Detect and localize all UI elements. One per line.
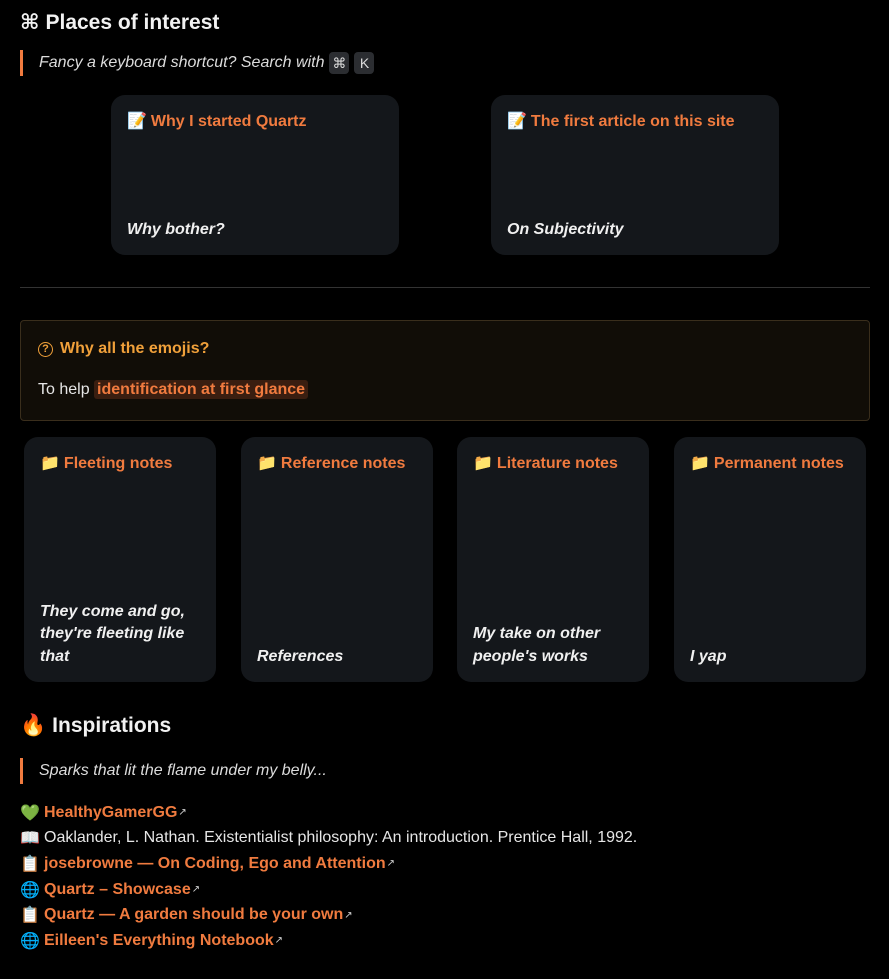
external-link-icon: ↗: [191, 884, 201, 896]
card-title-text: Reference notes: [280, 455, 406, 472]
callout-body-prefix: To help: [38, 381, 90, 398]
link-quartz-showcase[interactable]: Quartz – Showcase: [44, 880, 191, 898]
card-description: My take on other people's works: [473, 625, 601, 665]
card-description: They come and go, they're fleeting like that: [40, 602, 185, 665]
external-link-icon: ↗: [274, 935, 284, 947]
places-heading: [20, 10, 219, 35]
card-title-text: Permanent notes: [713, 455, 844, 472]
clipboard-icon: 📋: [20, 907, 40, 925]
link-healthygamergg[interactable]: HealthyGamerGG: [44, 803, 178, 821]
list-item: [20, 851, 637, 877]
inspirations-quote: [20, 758, 327, 784]
fire-icon: 🔥: [20, 714, 47, 737]
kbd-k: K: [354, 52, 374, 74]
folder-icon: 📁: [473, 455, 493, 472]
callout-title-text: Why all the emojis?: [60, 340, 210, 357]
divider: [20, 287, 870, 288]
card-title[interactable]: [507, 111, 767, 133]
memo-icon: 📝: [507, 113, 527, 130]
clipboard-icon: 📋: [20, 855, 40, 873]
callout-body: [38, 381, 308, 399]
card-why-quartz[interactable]: [111, 95, 399, 255]
card-title-text: Literature notes: [496, 455, 618, 472]
list-item: [20, 928, 637, 954]
inspirations-heading: [20, 714, 171, 738]
command-icon: ⌘: [20, 11, 40, 34]
list-item: [20, 877, 637, 903]
open-book-icon: 📖: [20, 830, 40, 848]
link-josebrowne[interactable]: josebrowne — On Coding, Ego and Attention: [44, 854, 386, 872]
shortcut-quote: [20, 50, 374, 76]
shortcut-text: Fancy a keyboard shortcut? Search with: [39, 54, 325, 71]
card-title[interactable]: [257, 453, 421, 475]
folder-icon: 📁: [257, 455, 277, 472]
emoji-callout: [20, 320, 870, 421]
card-title[interactable]: [473, 453, 637, 475]
list-item: [20, 902, 637, 928]
external-link-icon: ↗: [178, 807, 187, 819]
callout-title[interactable]: [38, 340, 209, 358]
card-permanent-notes[interactable]: [674, 437, 866, 682]
inspirations-title: Inspirations: [52, 714, 172, 737]
places-title: Places of interest: [45, 10, 220, 34]
globe-icon: 🌐: [20, 932, 40, 950]
card-description: Why bother?: [127, 220, 225, 238]
card-title[interactable]: [40, 453, 204, 475]
question-circle-icon: ?: [38, 342, 53, 357]
external-link-icon: ↗: [344, 909, 353, 921]
card-fleeting-notes[interactable]: [24, 437, 216, 682]
link-quartz-garden[interactable]: Quartz — A garden should be your own: [44, 906, 344, 924]
card-description: I yap: [690, 647, 727, 665]
card-literature-notes[interactable]: [457, 437, 649, 682]
card-title[interactable]: [690, 453, 854, 475]
folder-icon: 📁: [40, 455, 60, 472]
card-description: On Subjectivity: [507, 220, 624, 238]
green-heart-icon: 💚: [20, 804, 40, 822]
reference-oaklander: Oaklander, L. Nathan. Existentialist philosophy: An introduction. Prentice Hall, 1992.: [44, 829, 638, 847]
card-reference-notes[interactable]: [241, 437, 433, 682]
card-description: References: [257, 647, 344, 665]
globe-icon: 🌐: [20, 881, 40, 899]
card-title-text: Fleeting notes: [63, 455, 173, 472]
card-title-text: The first article on this site: [530, 113, 735, 130]
link-eilleen-notebook[interactable]: Eilleen's Everything Notebook: [44, 931, 274, 949]
card-first-article[interactable]: [491, 95, 779, 255]
kbd-command: ⌘: [329, 52, 349, 74]
callout-highlight: identification at first glance: [94, 380, 308, 399]
list-item: [20, 826, 637, 852]
memo-icon: 📝: [127, 113, 147, 130]
external-link-icon: ↗: [386, 858, 395, 870]
folder-icon: 📁: [690, 455, 710, 472]
inspirations-list: [20, 800, 637, 954]
card-title[interactable]: [127, 111, 387, 133]
list-item: [20, 800, 637, 826]
inspirations-quote-text: Sparks that lit the flame under my belly...: [39, 762, 327, 779]
card-title-text: Why I started Quartz: [150, 113, 307, 130]
